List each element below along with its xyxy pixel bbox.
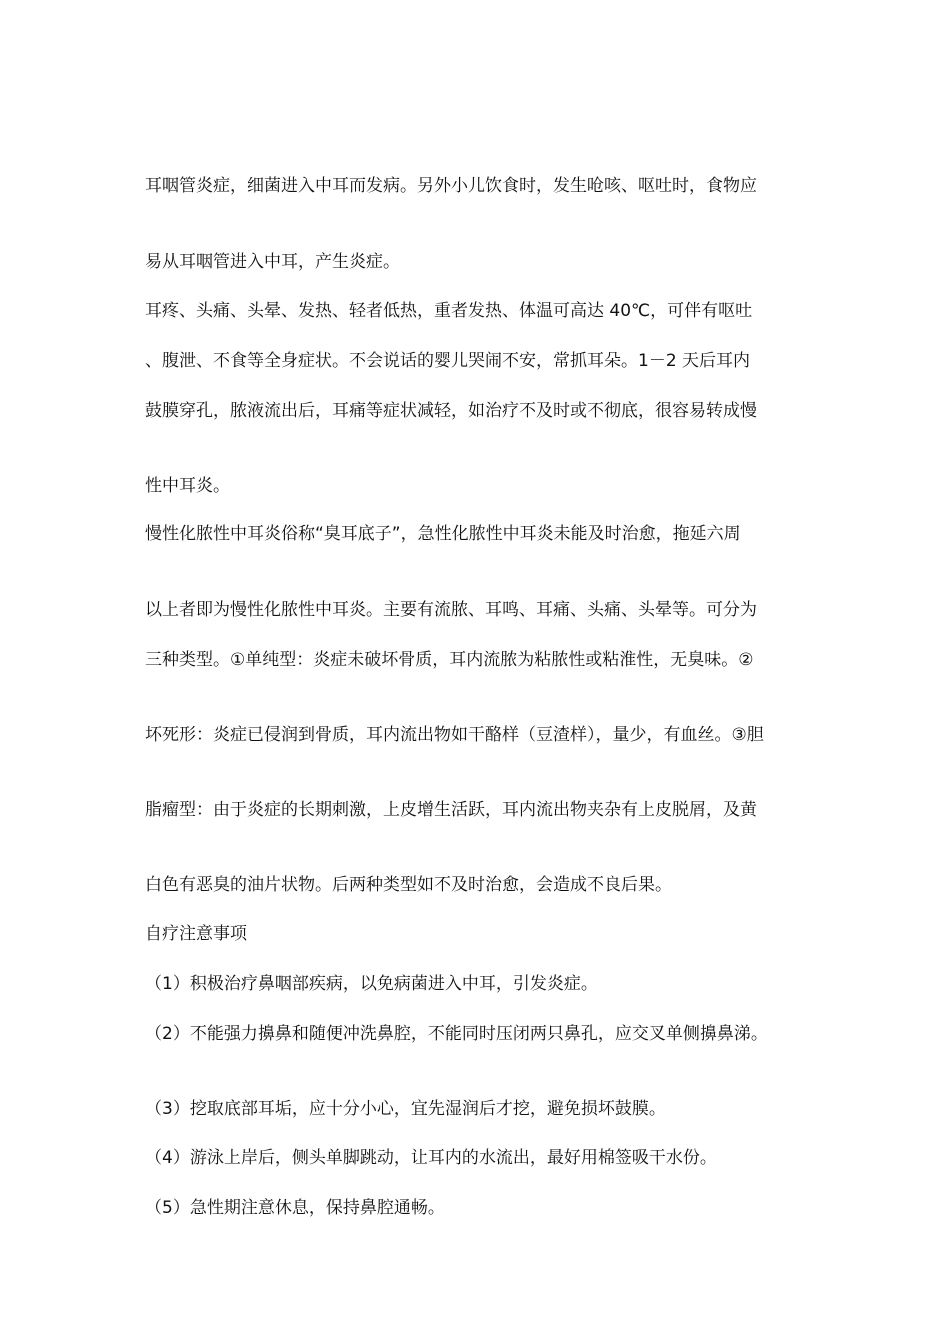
text-line-6: 性中耳炎。: [145, 476, 230, 496]
text-line-10: 坏死形：炎症已侵润到骨质，耳内流出物如干酪样（豆渣样），量少，有血丝。③胆: [145, 725, 764, 745]
list-item-3: （3）挖取底部耳垢，应十分小心，宜先湿润后才挖，避免损坏鼓膜。: [145, 1099, 666, 1119]
text-line-11: 脂瘤型：由于炎症的长期刺激，上皮增生活跃，耳内流出物夹杂有上皮脱屑，及黄: [145, 800, 757, 820]
text-line-3: 耳疼、头痛、头晕、发热、轻者低热，重者发热、体温可高达 40℃，可伴有呕吐: [145, 301, 753, 321]
text-line-12: 白色有恶臭的油片状物。后两种类型如不及时治愈，会造成不良后果。: [145, 875, 672, 895]
text-line-7: 慢性化脓性中耳炎俗称“臭耳底子”，急性化脓性中耳炎未能及时治愈，拖延六周: [145, 524, 741, 544]
text-line-9: 三种类型。①单纯型：炎症未破坏骨质，耳内流脓为粘脓性或粘淮性，无臭味。②: [145, 650, 754, 670]
text-line-1: 耳咽管炎症，细菌进入中耳而发病。另外小儿饮食时，发生呛咳、呕吐时，食物应: [145, 176, 757, 196]
text-line-4: 、腹泄、不食等全身症状。不会说话的婴儿哭闹不安，常抓耳朵。1－2 天后耳内: [145, 351, 751, 371]
text-line-8: 以上者即为慢性化脓性中耳炎。主要有流脓、耳鸣、耳痛、头痛、头晕等。可分为: [145, 600, 757, 620]
text-line-2: 易从耳咽管进入中耳，产生炎症。: [145, 252, 400, 272]
text-line-5: 鼓膜穿孔，脓液流出后，耳痛等症状减轻，如治疗不及时或不彻底，很容易转成慢: [145, 401, 757, 421]
list-item-5: （5）急性期注意休息，保持鼻腔通畅。: [145, 1198, 445, 1218]
list-item-2: （2）不能强力擤鼻和随便冲洗鼻腔，不能同时压闭两只鼻孔，应交叉单侧擤鼻涕。: [145, 1024, 768, 1044]
list-item-1: （1）积极治疗鼻咽部疾病，以免病菌进入中耳，引发炎症。: [145, 974, 598, 994]
section-heading: 自疗注意事项: [145, 924, 247, 944]
list-item-4: （4）游泳上岸后，侧头单脚跳动，让耳内的水流出，最好用棉签吸干水份。: [145, 1148, 717, 1168]
